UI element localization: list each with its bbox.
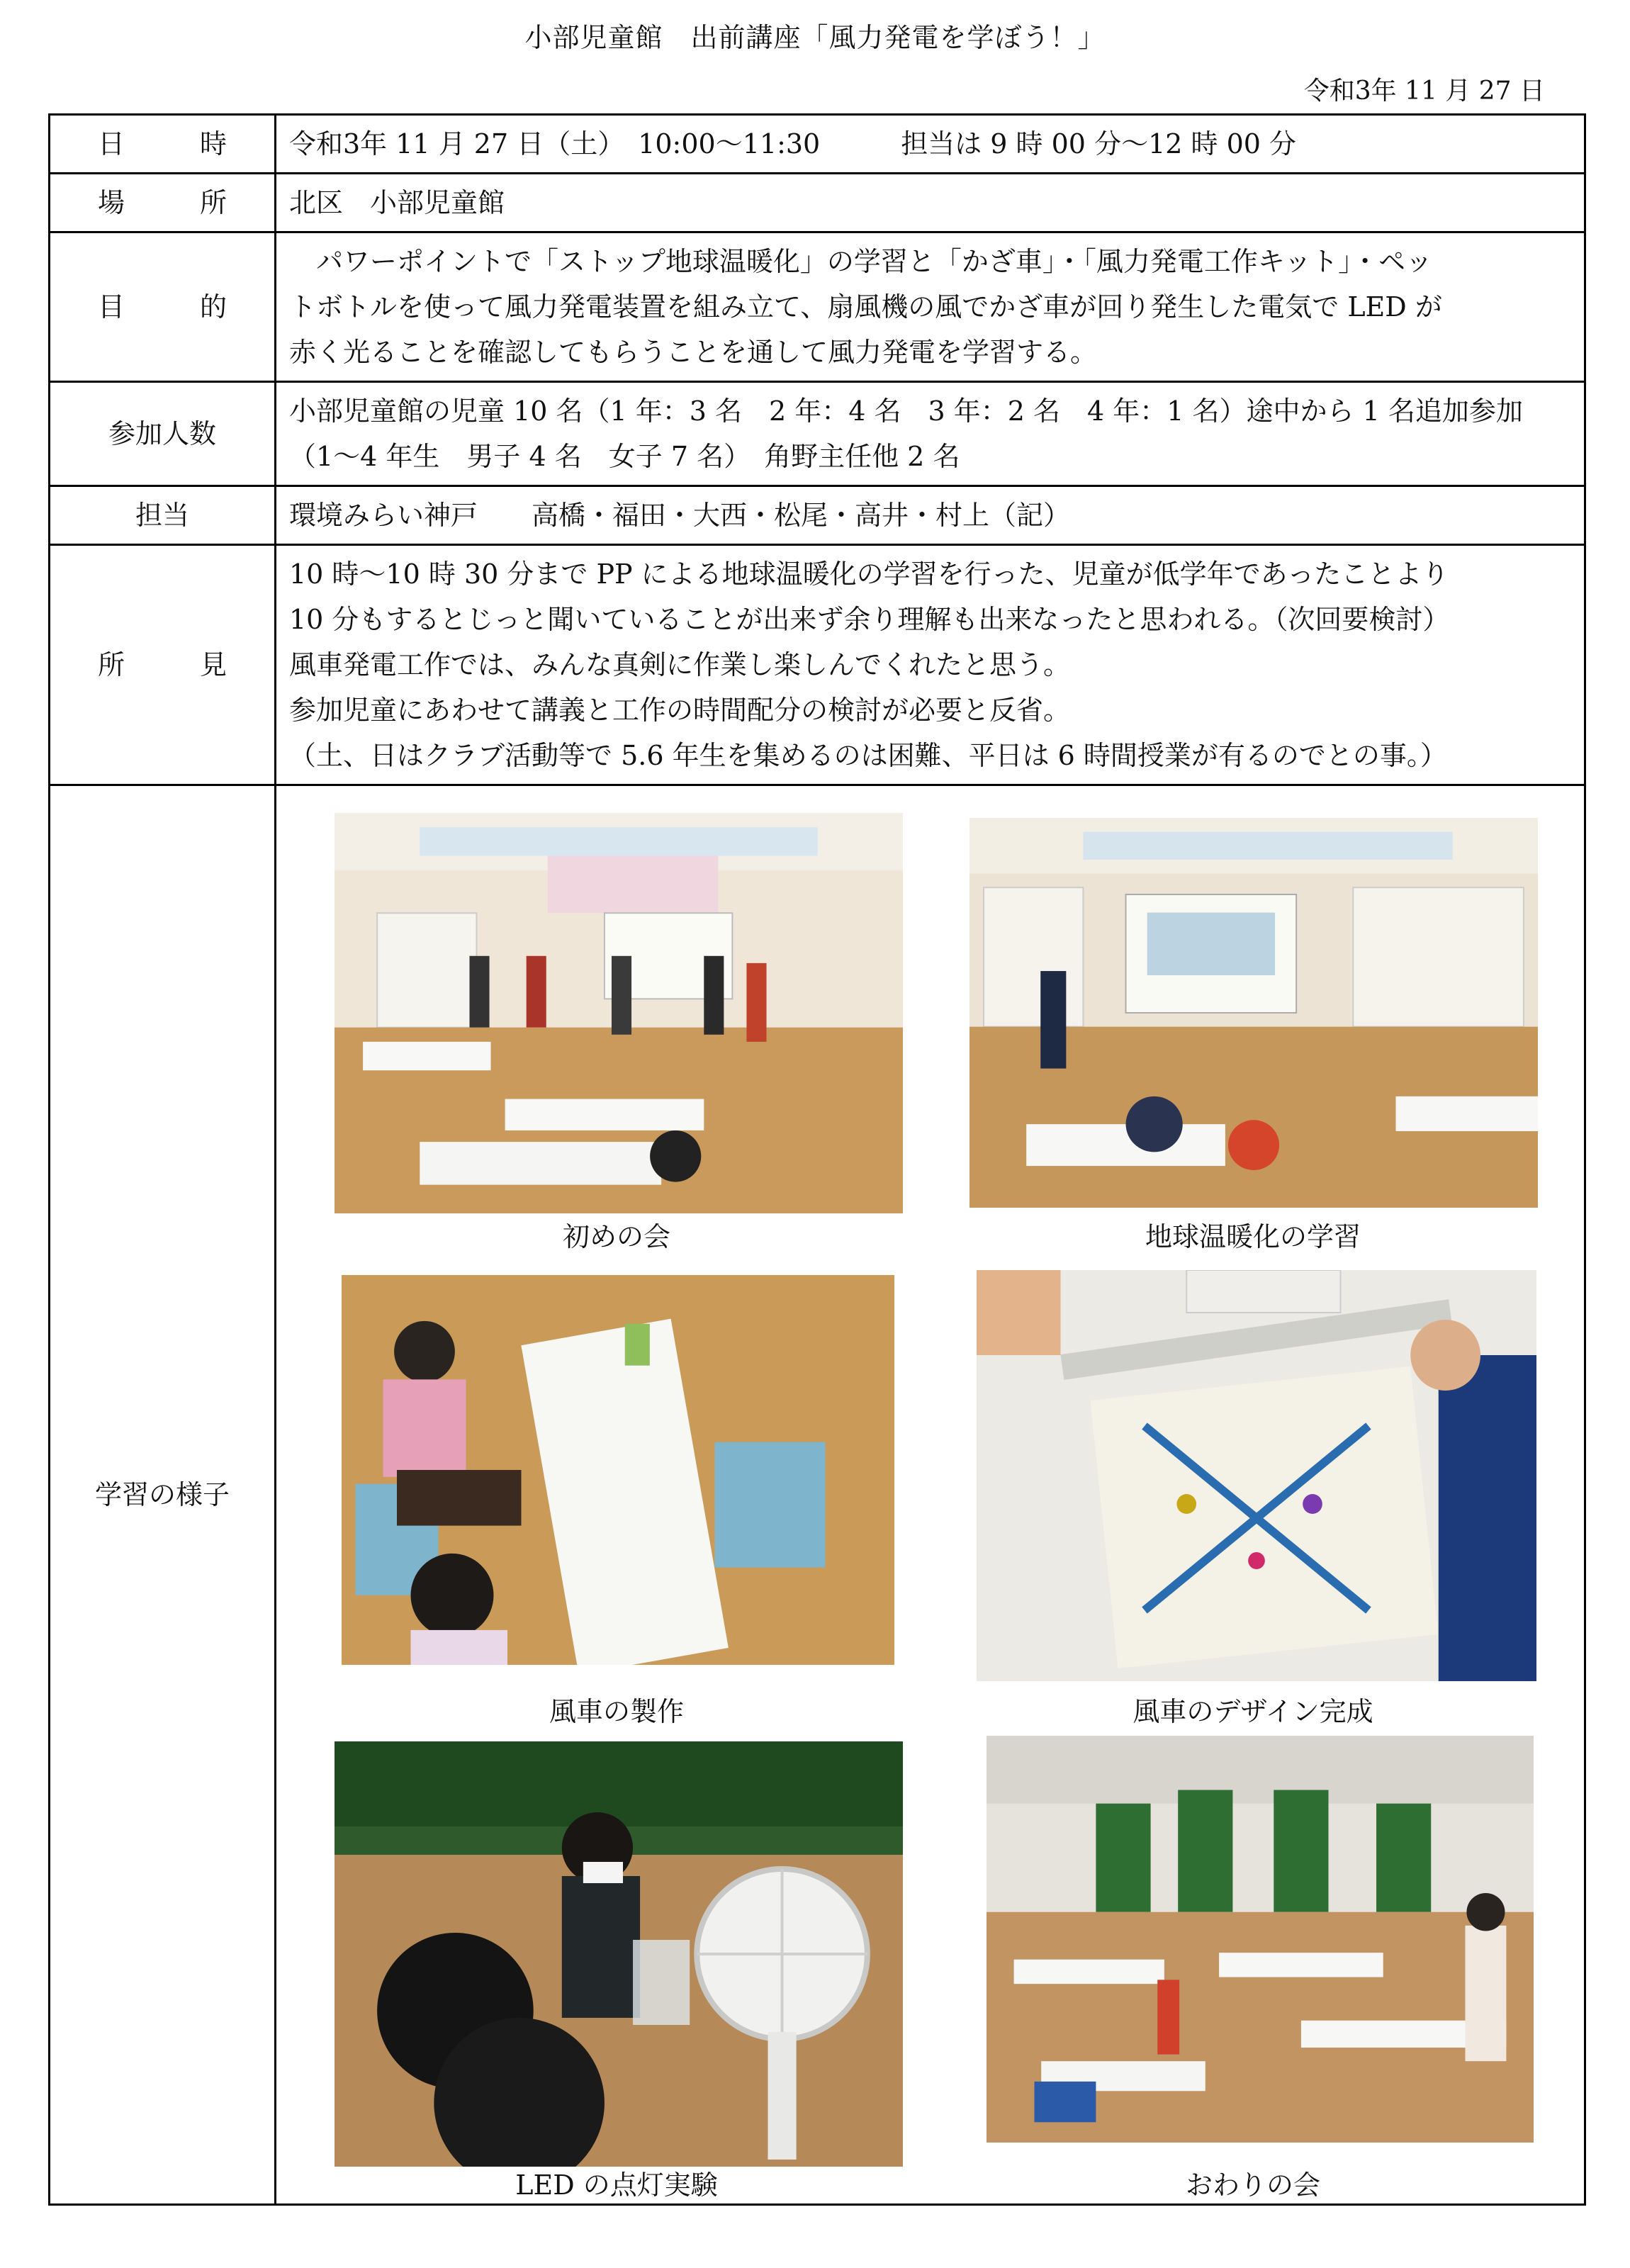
label-purpose-text: 目 的 — [97, 291, 251, 322]
label-participants: 参加人数 — [50, 382, 276, 486]
purpose-line: パワーポイントで「ストップ地球温暖化」の学習と「かざ車」・「風力発電工作キット」・ペッ — [289, 246, 1433, 277]
caption-opening: 初めの会 — [562, 1221, 670, 1252]
label-purpose — [50, 232, 276, 382]
value-staff: 環境みらい神戸 高橋・福田・大西・松尾・高井・村上（記） — [276, 486, 1585, 545]
participants-line: （1～4 年生 男子 4 名 女子 7 名） 角野主任他 2 名 — [289, 441, 960, 472]
label-scenes: 学習の様子 — [50, 785, 276, 2205]
caption-lesson: 地球温暖化の学習 — [1145, 1221, 1361, 1252]
label-findings-text: 所 見 — [97, 649, 251, 680]
findings-line: 10 時～10 時 30 分まで PP による地球温暖化の学習を行った、児童が低学年であったことより — [289, 558, 1449, 590]
value-participants — [276, 382, 1585, 486]
row-staff — [50, 486, 1585, 545]
document-date: 令和3年 11 月 27 日 — [1303, 77, 1545, 106]
photo-grid — [276, 786, 1584, 2204]
photo-making — [342, 1275, 894, 1665]
photo-design — [977, 1270, 1536, 1681]
findings-line: 10 分もするとじっと聞いていることが出来ず余り理解も出来なったと思われる。（次回要検討） — [289, 604, 1450, 635]
value-scenes — [276, 785, 1585, 2205]
row-datetime — [50, 115, 1585, 174]
label-place — [50, 174, 276, 232]
caption-led: LED の点灯実験 — [515, 2169, 718, 2201]
value-purpose — [276, 232, 1585, 382]
label-staff: 担当 — [50, 486, 276, 545]
findings-line: （土、日はクラブ活動等で 5.6 年生を集めるのは困難、平日は 6 時間授業が有るのでとの事。） — [289, 740, 1447, 771]
label-findings — [50, 545, 276, 785]
row-purpose — [50, 232, 1585, 382]
purpose-line: トボトルを使って風力発電装置を組み立て、扇風機の風でかざ車が回り発生した電気で LED が — [289, 291, 1442, 322]
value-place: 北区 小部児童館 — [276, 174, 1585, 232]
report-table — [48, 113, 1586, 2206]
photo-lesson — [969, 818, 1538, 1208]
label-datetime — [50, 115, 276, 174]
document-title: 小部児童館 出前講座「風力発電を学ぼう！」 — [524, 22, 1106, 53]
participants-line: 小部児童館の児童 10 名（1 年：3 名 2 年：4 名 3 年：2 名 4 年：1 名）途中から 1 名追加参加 — [289, 395, 1523, 427]
findings-line: 風車発電工作では、みんな真剣に作業し楽しんでくれたと思う。 — [289, 649, 1071, 680]
photo-opening — [335, 813, 903, 1213]
photo-led — [335, 1741, 903, 2167]
row-findings — [50, 545, 1585, 785]
caption-closing: おわりの会 — [1185, 2169, 1320, 2201]
caption-making: 風車の製作 — [549, 1696, 684, 1727]
label-place-text: 場 所 — [97, 187, 251, 218]
row-place — [50, 174, 1585, 232]
findings-line: 参加児童にあわせて講義と工作の時間配分の検討が必要と反省。 — [289, 695, 1071, 726]
value-findings — [276, 545, 1585, 785]
row-scenes — [50, 785, 1585, 2205]
photo-closing — [987, 1736, 1534, 2143]
row-participants — [50, 382, 1585, 486]
caption-design: 風車のデザイン完成 — [1132, 1696, 1373, 1727]
purpose-line: 赤く光ることを確認してもらうことを通して風力発電を学習する。 — [289, 337, 1098, 368]
value-datetime: 令和3年 11 月 27 日（土） 10:00～11:30 担当は 9 時 00 分～12 時 00 分 — [276, 115, 1585, 174]
label-datetime-text: 日 時 — [97, 128, 251, 159]
